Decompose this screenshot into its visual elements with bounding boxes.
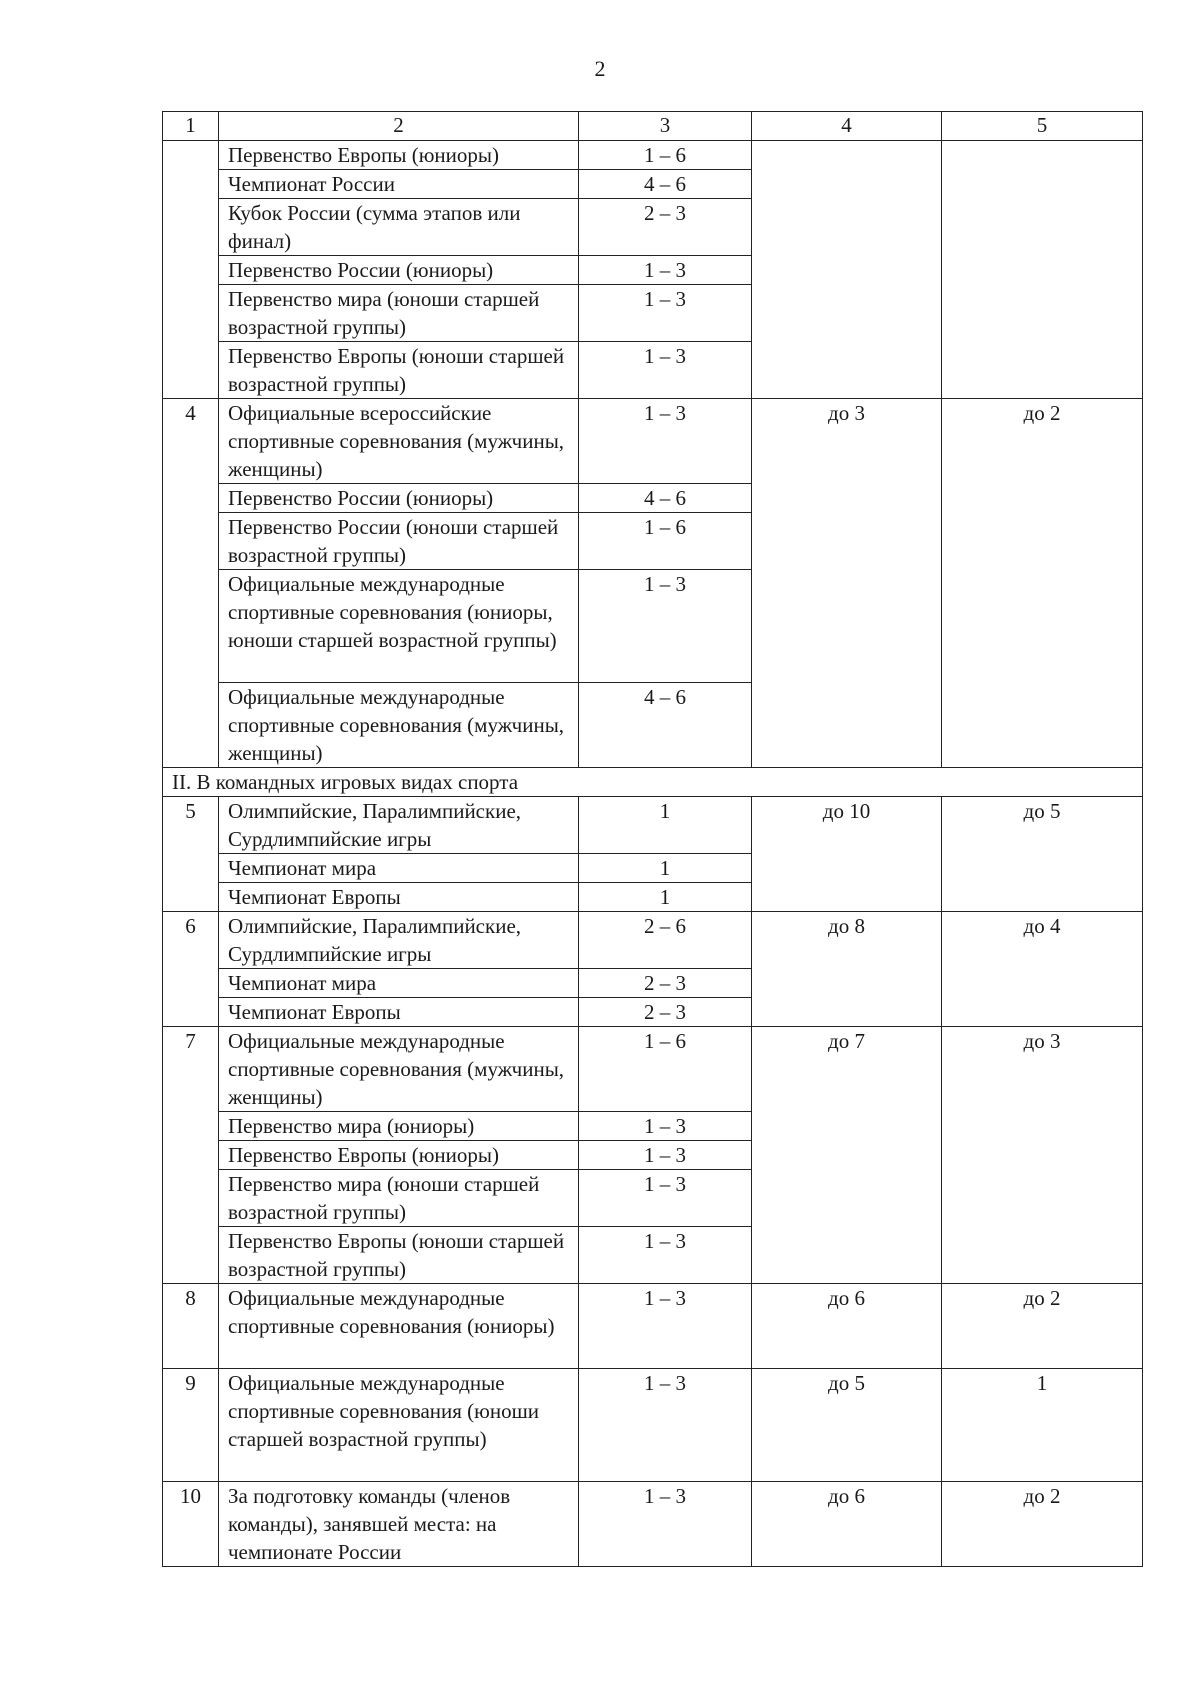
places-cell: 4 – 6	[579, 170, 752, 199]
row-number-cell: 4	[163, 399, 219, 768]
col5-cell: до 2	[942, 1284, 1143, 1369]
competition-name-cell: За подготовку команды (членов команды), занявшей места: на чемпионате России	[219, 1482, 579, 1567]
competition-name-cell: Первенство Европы (юниоры)	[219, 141, 579, 170]
section-row	[163, 768, 1143, 797]
places-cell: 1 – 3	[579, 1112, 752, 1141]
competition-name-cell: Первенство Европы (юноши старшей возрастной группы)	[219, 342, 579, 399]
header-cell-4: 4	[752, 112, 942, 141]
col4-cell: до 6	[752, 1482, 942, 1567]
competition-name-cell: Первенство России (юниоры)	[219, 484, 579, 513]
places-cell: 2 – 3	[579, 199, 752, 256]
col5-cell: до 4	[942, 912, 1143, 1027]
table-row	[163, 399, 1143, 484]
table-row	[163, 1482, 1143, 1567]
col5-cell: до 2	[942, 1482, 1143, 1567]
header-cell-1: 1	[163, 112, 219, 141]
places-cell: 1 – 3	[579, 399, 752, 484]
competition-name-cell: Первенство России (юниоры)	[219, 256, 579, 285]
places-cell: 2 – 6	[579, 912, 752, 969]
table-row	[163, 1027, 1143, 1112]
competition-name-cell: Чемпионат Европы	[219, 883, 579, 912]
places-cell: 1 – 3	[579, 1369, 752, 1482]
col5-cell: до 5	[942, 797, 1143, 912]
row-number-cell: 6	[163, 912, 219, 1027]
places-cell: 1 – 3	[579, 1227, 752, 1284]
col4-cell: до 3	[752, 399, 942, 768]
col5-cell: 1	[942, 1369, 1143, 1482]
competition-name-cell: Официальные международные спортивные соревнования (юниоры)	[219, 1284, 579, 1369]
places-cell: 4 – 6	[579, 484, 752, 513]
col5-cell: до 3	[942, 1027, 1143, 1284]
places-cell: 1 – 3	[579, 285, 752, 342]
row-number-cell	[163, 141, 219, 399]
places-cell: 1	[579, 797, 752, 854]
places-cell: 1 – 6	[579, 513, 752, 570]
col5-cell	[942, 141, 1143, 399]
row-number-cell: 8	[163, 1284, 219, 1369]
row-number-cell: 10	[163, 1482, 219, 1567]
col4-cell: до 7	[752, 1027, 942, 1284]
competition-name-cell: Официальные всероссийские спортивные соревнования (мужчины, женщины)	[219, 399, 579, 484]
competition-name-cell: Первенство Европы (юниоры)	[219, 1141, 579, 1170]
places-cell: 1 – 3	[579, 342, 752, 399]
row-number-cell: 5	[163, 797, 219, 912]
competition-name-cell: Олимпийские, Паралимпийские, Сурдлимпийские игры	[219, 912, 579, 969]
col4-cell: до 6	[752, 1284, 942, 1369]
competition-name-cell: Официальные международные спортивные соревнования (юниоры, юноши старшей возрастной группы)	[219, 570, 579, 683]
header-cell-2: 2	[219, 112, 579, 141]
competition-name-cell: Чемпионат Европы	[219, 998, 579, 1027]
table-row	[163, 1284, 1143, 1369]
places-cell: 1	[579, 854, 752, 883]
places-cell: 1 – 3	[579, 1141, 752, 1170]
col4-cell: до 8	[752, 912, 942, 1027]
competition-name-cell: Чемпионат мира	[219, 854, 579, 883]
table-row	[163, 912, 1143, 969]
header-cell-3: 3	[579, 112, 752, 141]
table-row	[163, 1369, 1143, 1482]
places-cell: 1	[579, 883, 752, 912]
award-table	[162, 111, 1143, 1567]
competition-name-cell: Чемпионат России	[219, 170, 579, 199]
table-row	[163, 797, 1143, 854]
header-row	[163, 112, 1143, 141]
row-number-cell: 7	[163, 1027, 219, 1284]
competition-name-cell: Официальные международные спортивные соревнования (мужчины, женщины)	[219, 683, 579, 768]
places-cell: 1 – 3	[579, 1284, 752, 1369]
competition-name-cell: Кубок России (сумма этапов или финал)	[219, 199, 579, 256]
col4-cell: до 5	[752, 1369, 942, 1482]
competition-name-cell: Первенство мира (юниоры)	[219, 1112, 579, 1141]
col4-cell: до 10	[752, 797, 942, 912]
places-cell: 2 – 3	[579, 969, 752, 998]
page-number: 2	[594, 56, 606, 81]
table-row	[163, 141, 1143, 170]
competition-name-cell: Официальные международные спортивные соревнования (мужчины, женщины)	[219, 1027, 579, 1112]
places-cell: 2 – 3	[579, 998, 752, 1027]
places-cell: 1 – 3	[579, 1170, 752, 1227]
section-heading: II. В командных игровых видах спорта	[163, 768, 1143, 797]
row-number-cell: 9	[163, 1369, 219, 1482]
competition-name-cell: Олимпийские, Паралимпийские, Сурдлимпийские игры	[219, 797, 579, 854]
places-cell: 1 – 3	[579, 256, 752, 285]
col4-cell	[752, 141, 942, 399]
competition-name-cell: Официальные международные спортивные соревнования (юноши старшей возрастной группы)	[219, 1369, 579, 1482]
places-cell: 1 – 6	[579, 1027, 752, 1112]
header-cell-5: 5	[942, 112, 1143, 141]
competition-name-cell: Первенство России (юноши старшей возрастной группы)	[219, 513, 579, 570]
competition-name-cell: Первенство мира (юноши старшей возрастной группы)	[219, 1170, 579, 1227]
competition-name-cell: Первенство мира (юноши старшей возрастной группы)	[219, 285, 579, 342]
competition-name-cell: Чемпионат мира	[219, 969, 579, 998]
places-cell: 1 – 3	[579, 570, 752, 683]
col5-cell: до 2	[942, 399, 1143, 768]
places-cell: 1 – 3	[579, 1482, 752, 1567]
places-cell: 4 – 6	[579, 683, 752, 768]
places-cell: 1 – 6	[579, 141, 752, 170]
competition-name-cell: Первенство Европы (юноши старшей возрастной группы)	[219, 1227, 579, 1284]
